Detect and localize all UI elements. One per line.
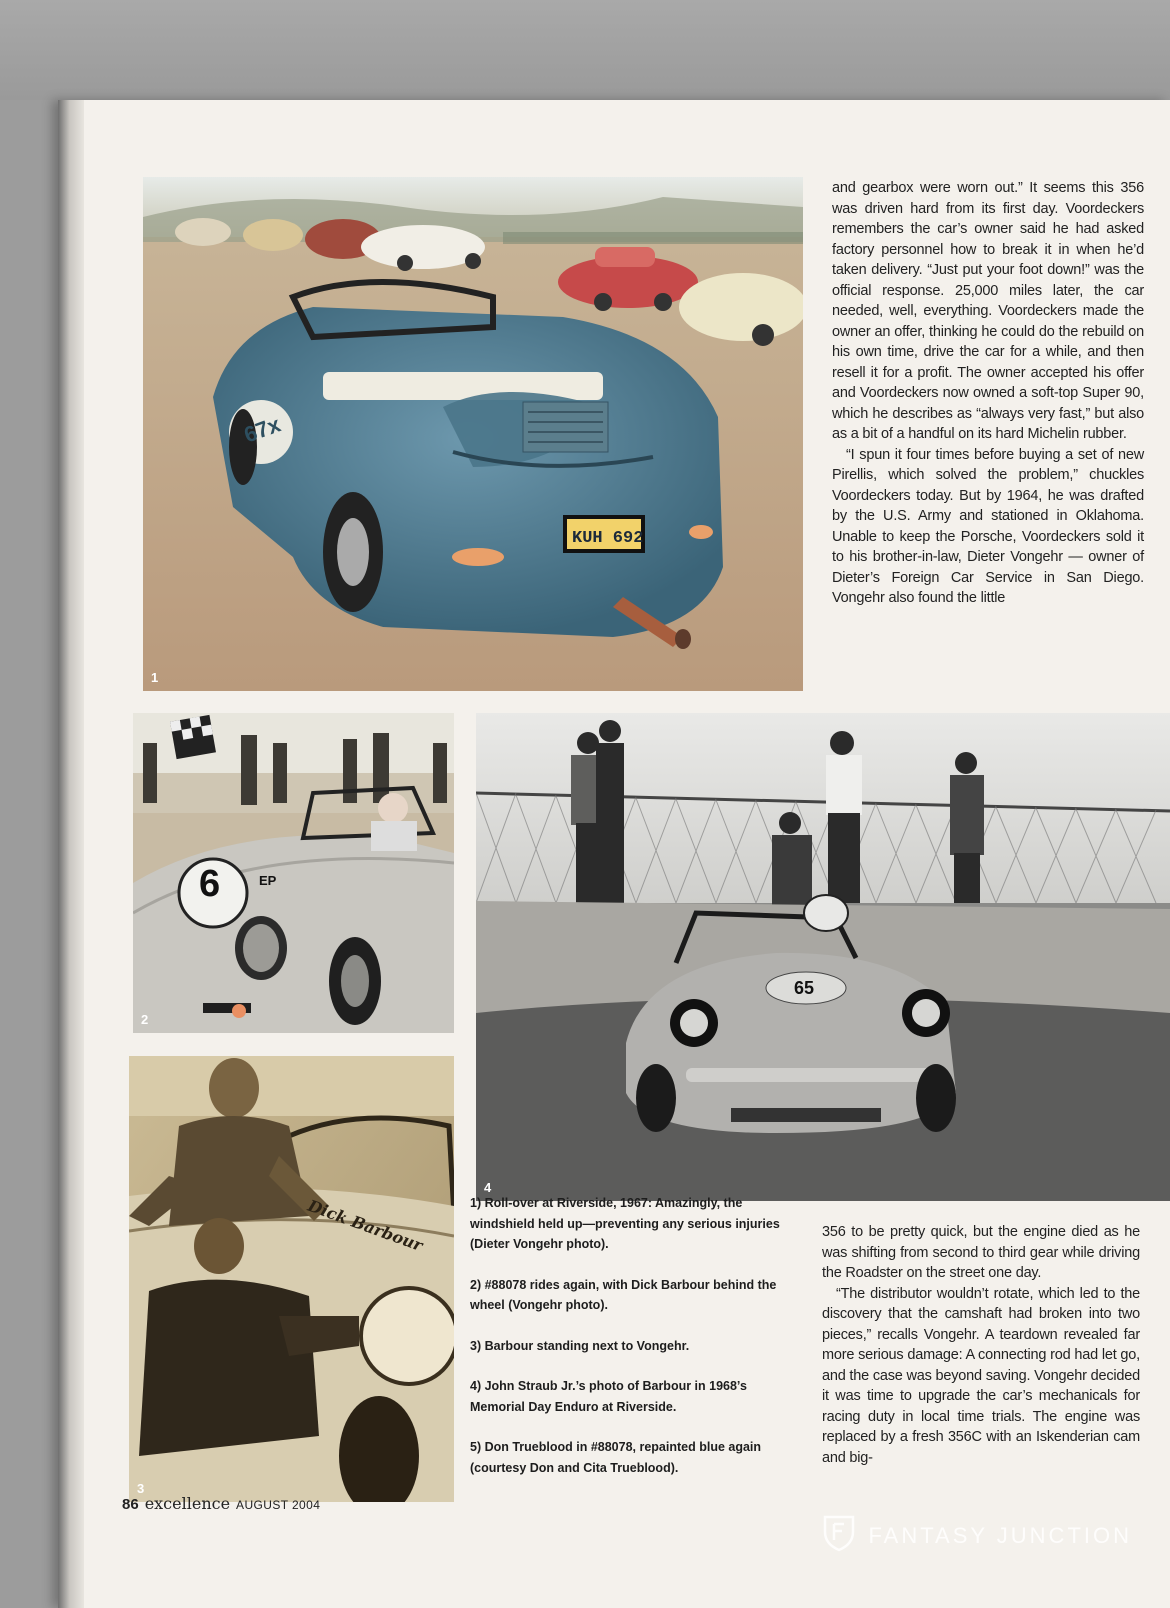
page-number: 86 bbox=[122, 1496, 139, 1513]
photo-2-class: EP bbox=[259, 873, 277, 888]
photo-2-race-number: 6 bbox=[199, 863, 221, 905]
photo-3-script: Dick Barbour bbox=[305, 1195, 426, 1256]
watermark bbox=[822, 1514, 1132, 1558]
caption-3: 3) Barbour standing next to Vongehr. bbox=[470, 1338, 690, 1353]
photo-1-plate: KUH 692 bbox=[572, 529, 644, 548]
caption-5: 5) Don Trueblood in #88078, repainted blue again (courtesy Don and Cita Trueblood). bbox=[470, 1440, 762, 1475]
photo-captions bbox=[470, 1193, 788, 1498]
page-folio bbox=[122, 1494, 320, 1513]
article-column-top bbox=[832, 178, 1144, 609]
article-paragraph: 356 to be pretty quick, but the engine died as he was shifting from second to third gear while driving the Roadster on the street one day. bbox=[822, 1224, 1140, 1281]
page-spine-shadow bbox=[58, 100, 84, 1608]
magazine-name: excellence bbox=[144, 1494, 231, 1513]
photo-3-barbour-vongehr bbox=[129, 1056, 454, 1502]
photo-1-race-number: 67x bbox=[240, 411, 284, 448]
watermark-text: FANTASY JUNCTION bbox=[868, 1523, 1132, 1548]
shield-logo-icon bbox=[822, 1514, 856, 1558]
scan-background bbox=[0, 0, 1170, 100]
article-column-bottom bbox=[822, 1222, 1140, 1468]
photo-4-number: 4 bbox=[484, 1180, 492, 1195]
caption-1: 1) Roll-over at Riverside, 1967: Amazingly, the windshield held up—preventing any serious injuries (Dieter Vongehr photo). bbox=[470, 1196, 780, 1251]
photo-1-number: 1 bbox=[151, 670, 159, 685]
photo-3-number: 3 bbox=[137, 1481, 145, 1496]
photo-1-rollover bbox=[143, 177, 803, 691]
article-paragraph: “The distributor wouldn’t rotate, which led to the discovery that the camshaft had broken into two pieces,” recalls Vongehr. A teardown revealed far more serious damage: A connecting rod had let go, and the case was beyond saving. Vongehr decided it was time to upgrade the car’s mechanicals for racing duty in local time trials. The engine was replaced by a fresh 356C with an Iskenderian cam and big- bbox=[822, 1285, 1140, 1466]
issue-date: AUGUST 2004 bbox=[236, 1498, 321, 1512]
photo-4-race-number: 65 bbox=[794, 978, 815, 998]
photo-2-number: 2 bbox=[141, 1012, 149, 1027]
photo-2-barbour-car bbox=[133, 713, 454, 1033]
caption-2: 2) #88078 rides again, with Dick Barbour behind the wheel (Vongehr photo). bbox=[470, 1277, 777, 1312]
article-paragraph: and gearbox were worn out.” It seems this 356 was driven hard from its first day. Voordeckers remembers the car’s owner said he had asked factory personnel how to break it in when he’d taken delivery. “Just put your foot down!” was the official response. 25,000 miles later, the car needed, well, everything. Voordeckers made the owner an offer, thinking he could do the rebuild on his own time, drive the car for a while, and then resell it for a profit. The owner accepted his offer and Voordeckers now owned a soft-top Super 90, which he describes as “always very fast,” but also as a bit of a handful on its hard Michelin rubber. bbox=[832, 180, 1144, 442]
photo-4-enduro bbox=[476, 713, 1170, 1201]
article-paragraph: “I spun it four times before buying a set of new Pirellis, which solved the problem,” chuckles Voordeckers today. But by 1964, he was drafted by the U.S. Army and stationed in Oklahoma. Unable to keep the Porsche, Voordeckers sold it to his brother-in-law, Dieter Vongehr — owner of Dieter’s Foreign Car Service in San Diego. Vongehr also found the little bbox=[832, 446, 1144, 606]
caption-4: 4) John Straub Jr.’s photo of Barbour in 1968’s Memorial Day Enduro at Riverside. bbox=[470, 1379, 747, 1414]
